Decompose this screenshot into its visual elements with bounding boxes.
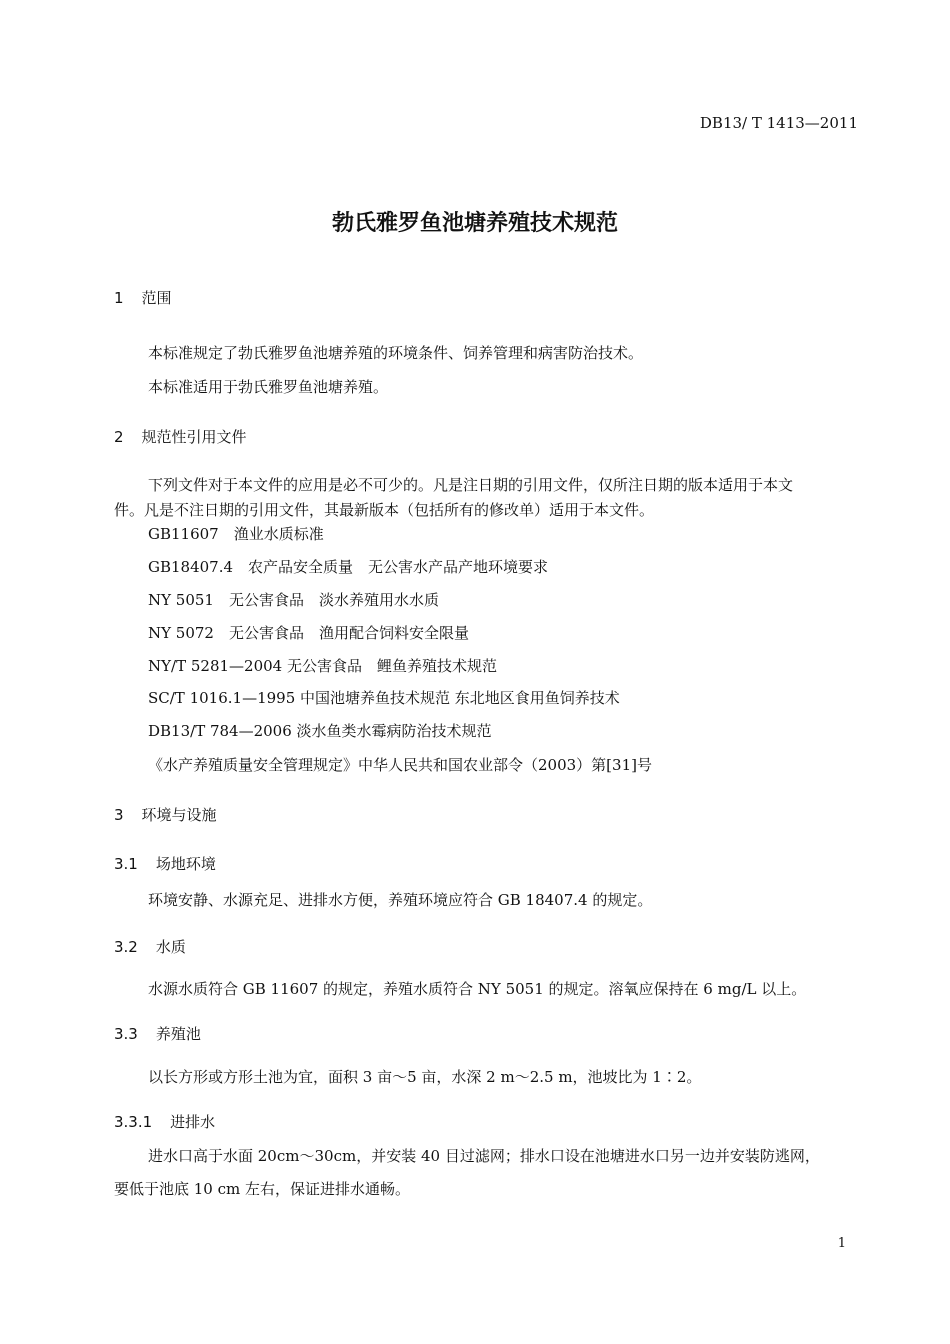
subsection-number: 3.3	[114, 1025, 138, 1043]
reference-item: GB11607 渔业水质标准	[148, 525, 324, 543]
subsection-number: 3.3.1	[114, 1113, 153, 1131]
subsection-title: 进排水	[170, 1113, 216, 1131]
subsection-3-3-heading	[114, 1023, 201, 1044]
subsection-title: 场地环境	[155, 855, 216, 873]
reference-item: DB13/T 784—2006 淡水鱼类水霉病防治技术规范	[148, 722, 492, 740]
reference-item: 《水产养殖质量安全管理规定》中华人民共和国农业部令（2003）第[31]号	[148, 756, 652, 774]
section-number: 1	[114, 289, 124, 307]
paragraph: 进水口高于水面 20cm～30cm，并安装 40 目过滤网；排水口设在池塘进水口另一边并安装防逃网，	[148, 1147, 820, 1165]
reference-item: NY/T 5281—2004 无公害食品 鲤鱼养殖技术规范	[148, 657, 497, 675]
subsection-title: 养殖池	[155, 1025, 201, 1043]
reference-item: NY 5072 无公害食品 渔用配合饲料安全限量	[148, 624, 469, 642]
document-number: DB13/ T 1413—2011	[699, 114, 858, 132]
subsection-3-3-1-heading	[114, 1111, 215, 1132]
subsection-3-2-heading	[114, 936, 186, 957]
reference-item: NY 5051 无公害食品 淡水养殖用水水质	[148, 591, 439, 609]
section-2-heading	[114, 426, 247, 447]
subsection-title: 水质	[155, 938, 186, 956]
section-3-heading	[114, 804, 217, 825]
subsection-3-1-heading	[114, 853, 216, 874]
paragraph: 本标准规定了勃氏雅罗鱼池塘养殖的环境条件、饲养管理和病害防治技术。	[148, 344, 644, 362]
paragraph: 水源水质符合 GB 11607 的规定，养殖水质符合 NY 5051 的规定。溶氧应保持在 6 mg/L 以上。	[148, 980, 807, 998]
paragraph: 以长方形或方形土池为宜，面积 3 亩～5 亩，水深 2 m～2.5 m，池坡比为 1∶2。	[148, 1068, 702, 1086]
paragraph: 下列文件对于本文件的应用是必不可少的。凡是注日期的引用文件，仅所注日期的版本适用于本文	[148, 476, 794, 494]
section-title: 规范性引用文件	[141, 428, 247, 446]
section-number: 3	[114, 806, 124, 824]
section-number: 2	[114, 428, 124, 446]
section-title: 范围	[141, 289, 172, 307]
section-title: 环境与设施	[141, 806, 217, 824]
reference-item: GB18407.4 农产品安全质量 无公害水产品产地环境要求	[148, 558, 549, 576]
page-number: 1	[837, 1236, 846, 1251]
section-1-heading	[114, 287, 172, 308]
paragraph: 本标准适用于勃氏雅罗鱼池塘养殖。	[148, 378, 389, 396]
paragraph: 环境安静、水源充足、进排水方便，养殖环境应符合 GB 18407.4 的规定。	[148, 891, 653, 909]
paragraph: 要低于池底 10 cm 左右，保证进排水通畅。	[114, 1180, 411, 1198]
reference-item: SC/T 1016.1—1995 中国池塘养鱼技术规范 东北地区食用鱼饲养技术	[148, 689, 620, 707]
page-title: 勃氏雅罗鱼池塘养殖技术规范	[331, 211, 618, 236]
subsection-number: 3.1	[114, 855, 138, 873]
paragraph: 件。凡是不注日期的引用文件，其最新版本（包括所有的修改单）适用于本文件。	[114, 501, 655, 519]
subsection-number: 3.2	[114, 938, 138, 956]
